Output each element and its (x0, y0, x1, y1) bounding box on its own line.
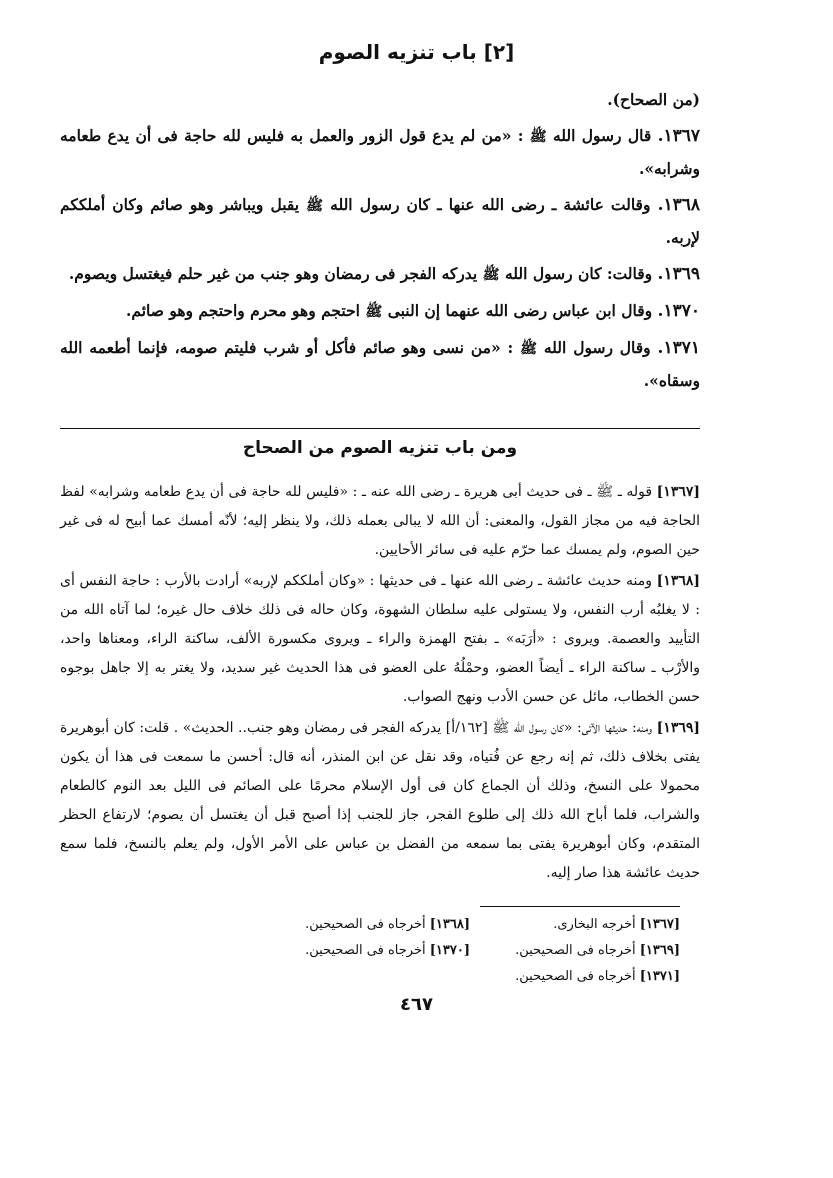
footnote-1370 (270, 938, 470, 964)
footnote-1371 (480, 964, 680, 990)
page-title: [٢] باب تنزيه الصوم (318, 40, 515, 64)
footnote-number: [١٣٦٧] (639, 917, 680, 932)
hadith-text: يدركه الفجر فى رمضان وهو جنب من غير حلم فيغتسل ويصوم. (68, 264, 478, 283)
hadith-intro: قال رسول الله (546, 126, 652, 145)
footnote-text: أخرجاه فى الصحيحين. (515, 969, 636, 984)
footnote-1369 (480, 938, 680, 964)
section-divider (60, 428, 700, 429)
footnote-spacer (270, 964, 470, 990)
hadith-number: ١٣٦٩. (657, 264, 700, 284)
hadith-intro: وقال رسول الله (537, 338, 651, 357)
commentary-text: قوله ـ ﷺ ـ فى حديث أبى هريرة ـ رضى الله عنه ـ : «فليس لله حاجة فى أن يدع طعامه وشرابه» لفظ الحاجة فيه من مجاز القول، والمعنى: أن الله لا يبالى بعمله ذلك، ولا ينظر إليه؛ لأنّه أمسك عما أبيح له فى غير حين الصوم، ولم يمسك عما حرّم عليه فى سائر الأحايين. (60, 484, 700, 558)
salutation-glyph: ﷺ (529, 129, 547, 145)
hadith-text: احتجم وهو محرم واحتجم وهو صائم. (126, 301, 360, 320)
hadith-number: ١٣٦٧. (657, 126, 701, 146)
hadith-text: : «من نسى وهو صائم فأكل أو شرب فليتم صومه، فإنما أطعمه الله وسقاه». (60, 338, 700, 390)
hadith-text: : «من لم يدع قول الزور والعمل به فليس لله حاجة فى أن يدع طعامه وشرابه». (60, 126, 700, 178)
footnote-rule (480, 906, 680, 907)
hadith-number: ١٣٧١. (657, 338, 700, 358)
salutation-glyph: ﷺ (520, 341, 537, 357)
footnote-1368 (270, 912, 470, 938)
footnote-text: أخرجه البخارى. (553, 917, 636, 932)
commentary-text: ومنه: حديثها الآتى: «كان رسول الله ﷺ [١٦٢/أ] يدركه الفجر فى رمضان وهو جنب.. الحديث» . قلت: كان أبوهريرة يفتى بخلاف ذلك، ثم إنه رجع عن فُتياه، وقد نقل عن ابن المنذر، أنه قال: أحسن ما سمعت فى هذا أن يكون محمولا على النسخ، وذلك أن الجماع كان فى أول الإسلام محرمًا على الصائم فى الليل بعد النوم كالطعام والشراب، فلما أباح الله ذلك إلى طلوع الفجر، جاز للجنب إذا أصبح قبل أن يغتسل أن يصوم؛ لارتفاع الحظر المتقدم، وكان أبوهريرة يفتى بما سمعه من الفضل بن عباس على الأمر الأول، ولم يعلم بالنسخ، فلما سمع حديث عائشة هذا صار إليه. (60, 720, 700, 881)
salutation-glyph: ﷺ (482, 267, 500, 283)
footnote-number: [١٣٦٩] (639, 943, 680, 958)
intro-text: (من الصحاح). (607, 90, 700, 109)
hadith-section (60, 84, 700, 401)
footnotes (270, 912, 680, 990)
hadith-text: يقبل ويباشر وهو صائم وكان أملككم لإربه. (60, 195, 700, 247)
footnote-number: [١٣٧١] (639, 969, 680, 984)
commentary-text: ومنه حديث عائشة ـ رضى الله عنها ـ فى حديثها : «وكان أملككم لإربه» أرادت بالأرب : حاجة النفس أى : لا يغلبُه أرب النفس، ولا يستولى عليه سلطان الشهوة، وكان حاله فى ذلك خلاف حال غيره؛ لما آتاه الله من التأييد والعصمة. ويروى : «أرَبَه» ـ بفتح الهمزة والراء ـ ويروى مكسورة الألف، ساكنة الراء، ومعناها واحد، والأرْب ـ ساكنة الراء ـ أيضاً العضو، وحمْلُهُ على العضو فى هذا الحديث غير سديد، ولا يغتر به إلا جاهل بوجوه حسن الخطاب، مائل عن حسن الأدب ونهج الصواب. (60, 573, 701, 705)
footnote-number: [١٣٧٠] (429, 943, 470, 958)
commentary-1369 (60, 714, 700, 888)
hadith-number: ١٣٧٠. (657, 301, 700, 321)
hadith-1371 (60, 332, 700, 397)
footnote-text: أخرجاه فى الصحيحين. (305, 943, 426, 958)
salutation-glyph: ﷺ (365, 304, 383, 320)
footnote-row (270, 912, 680, 938)
hadith-1368 (60, 189, 700, 254)
salutation-glyph: ﷺ (306, 198, 324, 214)
commentary-title: ومن باب تنزيه الصوم من الصحاح (242, 438, 518, 458)
footnote-1367 (480, 912, 680, 938)
footnote-number: [١٣٦٨] (429, 917, 470, 932)
hadith-1369 (60, 258, 700, 291)
hadith-intro: وقالت: كان رسول الله (499, 264, 653, 283)
commentary-number: [١٣٦٧] (656, 484, 700, 500)
hadith-1370 (60, 295, 700, 328)
commentary-1368 (60, 567, 700, 712)
commentary-1367 (60, 478, 700, 565)
hadith-intro: وقال ابن عباس رضى الله عنهما إن النبى (382, 301, 653, 320)
footnote-row (270, 938, 680, 964)
commentary-number: [١٣٦٩] (656, 720, 700, 736)
footnote-text: أخرجاه فى الصحيحين. (305, 917, 426, 932)
footnote-text: أخرجاه فى الصحيحين. (515, 943, 636, 958)
hadith-intro: وقالت عائشة ـ رضى الله عنها ـ كان رسول الله (323, 195, 651, 214)
commentary-number: [١٣٦٨] (656, 573, 700, 589)
page-number: ٤٦٧ (400, 994, 433, 1015)
commentary-section (60, 478, 700, 890)
hadith-1367 (60, 120, 700, 185)
hadith-number: ١٣٦٨. (657, 195, 701, 215)
footnote-row (270, 964, 680, 990)
